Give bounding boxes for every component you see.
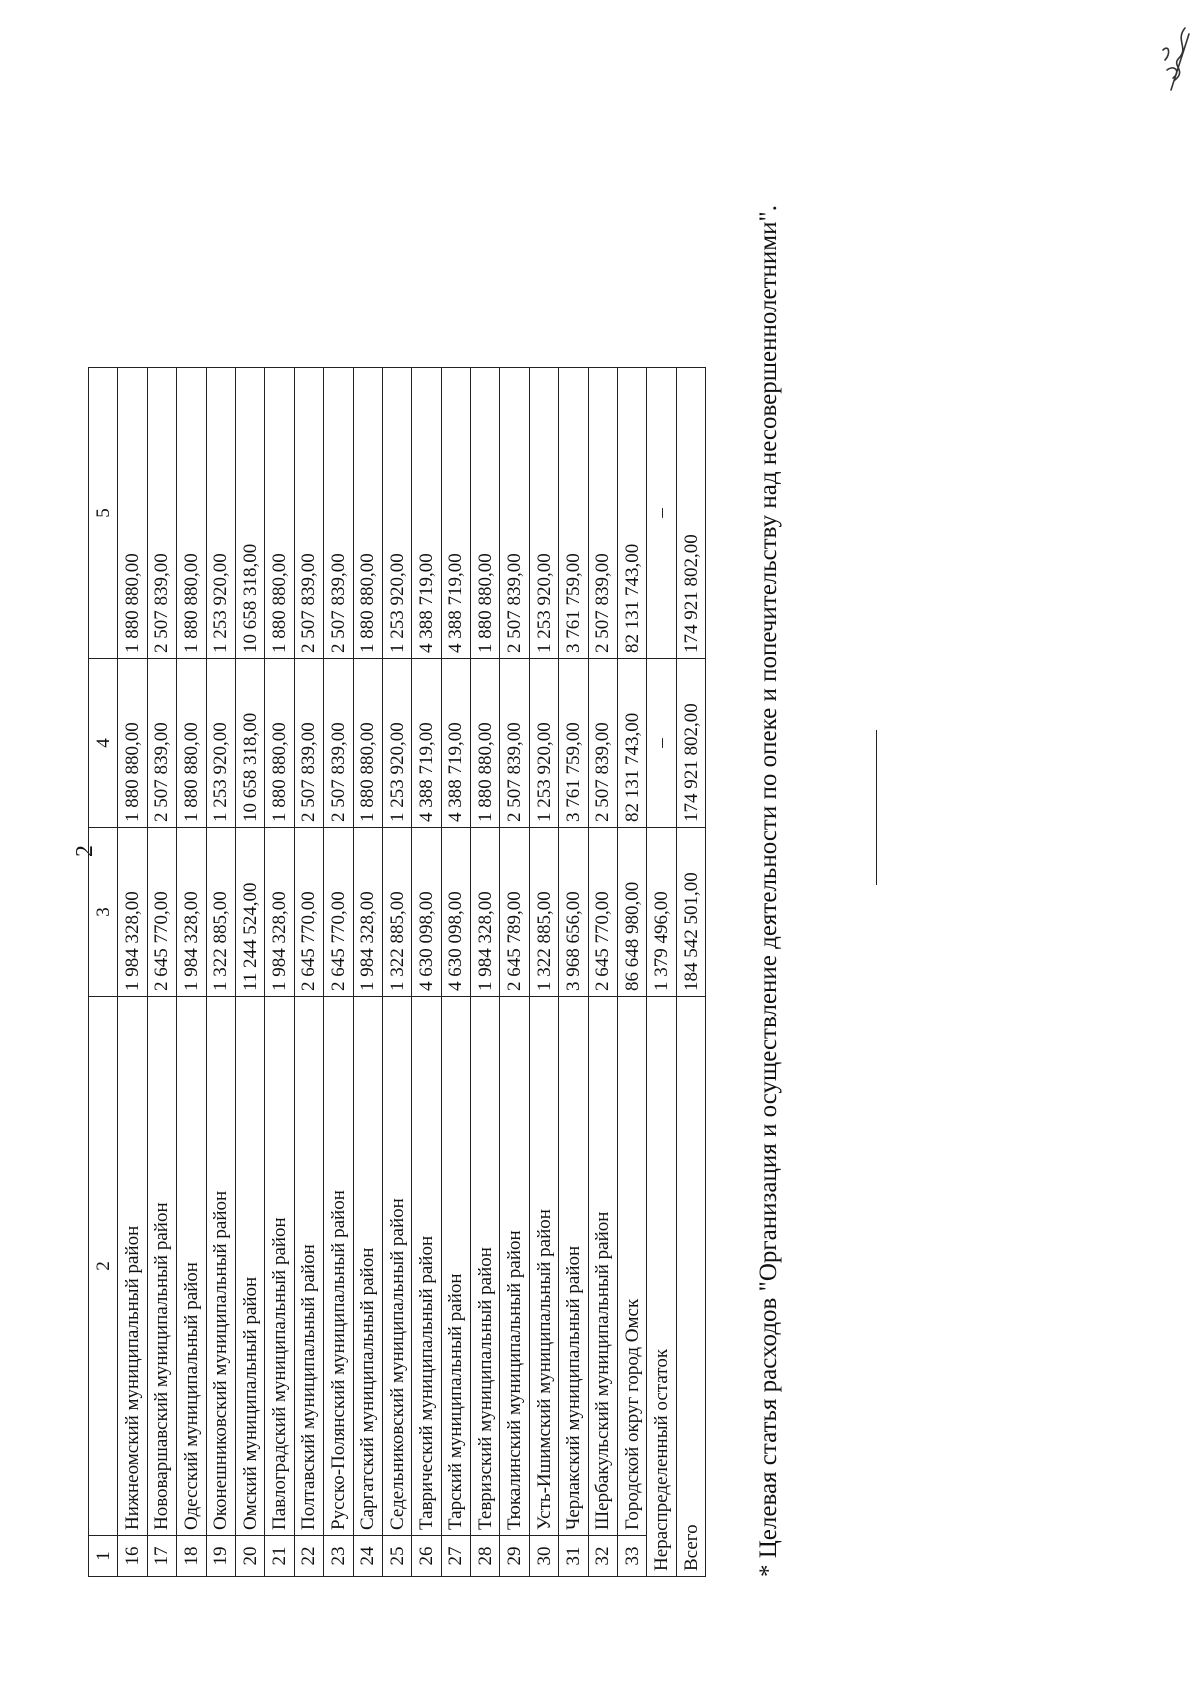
value-col-4: 1 880 880,00 [471, 659, 500, 828]
value-col-5: 4 388 719,00 [441, 368, 470, 659]
value-col-5: 10 658 318,00 [235, 368, 264, 659]
table-row [265, 368, 294, 1577]
value-col-4: 1 253 920,00 [382, 659, 411, 828]
unallocated-col-5: – [647, 368, 676, 659]
value-col-4: 3 761 759,00 [559, 659, 588, 828]
district-name: Тевризский муниципальный район [471, 997, 500, 1536]
district-name: Таврический муниципальный район [412, 997, 441, 1536]
value-col-5: 1 880 880,00 [177, 368, 206, 659]
value-col-5: 1 253 920,00 [206, 368, 235, 659]
allocation-table [88, 367, 706, 1577]
table-body [118, 368, 647, 1577]
value-col-5: 3 761 759,00 [559, 368, 588, 659]
district-name: Нововаршавский муниципальный район [147, 997, 176, 1536]
table-row [353, 368, 382, 1577]
value-col-3: 1 984 328,00 [471, 828, 500, 997]
row-number: 27 [441, 1536, 470, 1577]
value-col-3: 1 984 328,00 [177, 828, 206, 997]
table-row [412, 368, 441, 1577]
value-col-3: 1 984 328,00 [353, 828, 382, 997]
value-col-3: 2 645 770,00 [147, 828, 176, 997]
value-col-3: 2 645 770,00 [324, 828, 353, 997]
value-col-3: 1 984 328,00 [118, 828, 147, 997]
value-col-5: 2 507 839,00 [324, 368, 353, 659]
value-col-4: 1 880 880,00 [177, 659, 206, 828]
value-col-4: 2 507 839,00 [147, 659, 176, 828]
value-col-3: 1 322 885,00 [529, 828, 558, 997]
district-name: Павлоградский муниципальный район [265, 997, 294, 1536]
value-col-5: 4 388 719,00 [412, 368, 441, 659]
table-row [382, 368, 411, 1577]
header-col-5: 5 [89, 368, 118, 659]
district-name: Городской округ город Омск [618, 997, 647, 1536]
table-row [177, 368, 206, 1577]
total-label: Всего [676, 997, 705, 1577]
value-col-3: 2 645 770,00 [588, 828, 617, 997]
table-row [559, 368, 588, 1577]
row-number: 29 [500, 1536, 529, 1577]
value-col-3: 86 648 980,00 [618, 828, 647, 997]
value-col-5: 82 131 743,00 [618, 368, 647, 659]
district-name: Тюкалинский муниципальный район [500, 997, 529, 1536]
row-number: 28 [471, 1536, 500, 1577]
value-col-5: 2 507 839,00 [147, 368, 176, 659]
value-col-3: 4 630 098,00 [412, 828, 441, 997]
total-row [676, 368, 705, 1577]
table-row [235, 368, 264, 1577]
district-name: Тарский муниципальный район [441, 997, 470, 1536]
row-number: 16 [118, 1536, 147, 1577]
value-col-4: 82 131 743,00 [618, 659, 647, 828]
value-col-3: 4 630 098,00 [441, 828, 470, 997]
footnote: * Целевая статья расходов "Организация и осуществление деятельности по опеке и попечительству над несовершеннолетними". [755, 205, 782, 1577]
page-number: 2 [72, 845, 98, 857]
row-number: 23 [324, 1536, 353, 1577]
row-number: 33 [618, 1536, 647, 1577]
table-row [147, 368, 176, 1577]
table-row [588, 368, 617, 1577]
value-col-4: 2 507 839,00 [500, 659, 529, 828]
row-number: 22 [294, 1536, 323, 1577]
header-col-2: 2 [89, 997, 118, 1536]
row-number: 18 [177, 1536, 206, 1577]
table-row [500, 368, 529, 1577]
district-name: Омский муниципальный район [235, 997, 264, 1536]
value-col-4: 1 880 880,00 [353, 659, 382, 828]
table-row [324, 368, 353, 1577]
district-name: Оконешниковский муниципальный район [206, 997, 235, 1536]
table-row [118, 368, 147, 1577]
district-name: Полтавский муниципальный район [294, 997, 323, 1536]
value-col-3: 11 244 524,00 [235, 828, 264, 997]
total-col-3: 184 542 501,00 [676, 828, 705, 997]
header-col-4: 4 [89, 659, 118, 828]
value-col-3: 1 322 885,00 [206, 828, 235, 997]
value-col-5: 1 880 880,00 [353, 368, 382, 659]
value-col-3: 2 645 789,00 [500, 828, 529, 997]
value-col-4: 1 253 920,00 [206, 659, 235, 828]
row-number: 25 [382, 1536, 411, 1577]
unallocated-label: Нераспределенный остаток [647, 997, 676, 1577]
total-col-4: 174 921 802,00 [676, 659, 705, 828]
table-header-row [89, 368, 118, 1577]
value-col-4: 1 253 920,00 [529, 659, 558, 828]
header-col-1: 1 [89, 1536, 118, 1577]
district-name: Шербакульский муниципальный район [588, 997, 617, 1536]
value-col-5: 2 507 839,00 [500, 368, 529, 659]
district-name: Саргатский муниципальный район [353, 997, 382, 1536]
row-number: 17 [147, 1536, 176, 1577]
row-number: 19 [206, 1536, 235, 1577]
value-col-4: 2 507 839,00 [588, 659, 617, 828]
district-name: Одесский муниципальный район [177, 997, 206, 1536]
value-col-5: 2 507 839,00 [294, 368, 323, 659]
district-name: Усть-Ишимский муниципальный район [529, 997, 558, 1536]
unallocated-col-3: 1 379 496,00 [647, 828, 676, 997]
row-number: 32 [588, 1536, 617, 1577]
district-name: Черлакский муниципальный район [559, 997, 588, 1536]
value-col-5: 1 880 880,00 [118, 368, 147, 659]
value-col-5: 2 507 839,00 [588, 368, 617, 659]
divider-line [876, 730, 877, 885]
value-col-5: 1 253 920,00 [382, 368, 411, 659]
table-row [471, 368, 500, 1577]
unallocated-row [647, 368, 676, 1577]
row-number: 21 [265, 1536, 294, 1577]
value-col-3: 1 322 885,00 [382, 828, 411, 997]
table-row [529, 368, 558, 1577]
value-col-5: 1 880 880,00 [265, 368, 294, 659]
value-col-4: 1 880 880,00 [265, 659, 294, 828]
row-number: 30 [529, 1536, 558, 1577]
table-row [206, 368, 235, 1577]
header-col-3: 3 [89, 828, 118, 997]
value-col-3: 2 645 770,00 [294, 828, 323, 997]
value-col-3: 3 968 656,00 [559, 828, 588, 997]
value-col-4: 4 388 719,00 [441, 659, 470, 828]
value-col-4: 2 507 839,00 [324, 659, 353, 828]
total-col-5: 174 921 802,00 [676, 368, 705, 659]
district-name: Русско-Полянский муниципальный район [324, 997, 353, 1536]
district-name: Нижнеомский муниципальный район [118, 997, 147, 1536]
unallocated-col-4: – [647, 659, 676, 828]
table-row [618, 368, 647, 1577]
value-col-4: 2 507 839,00 [294, 659, 323, 828]
row-number: 20 [235, 1536, 264, 1577]
district-name: Седельниковский муниципальный район [382, 997, 411, 1536]
value-col-5: 1 253 920,00 [529, 368, 558, 659]
signature-mark [1145, 20, 1200, 100]
row-number: 31 [559, 1536, 588, 1577]
value-col-4: 10 658 318,00 [235, 659, 264, 828]
value-col-4: 4 388 719,00 [412, 659, 441, 828]
row-number: 24 [353, 1536, 382, 1577]
table-row [441, 368, 470, 1577]
value-col-4: 1 880 880,00 [118, 659, 147, 828]
value-col-3: 1 984 328,00 [265, 828, 294, 997]
table-row [294, 368, 323, 1577]
row-number: 26 [412, 1536, 441, 1577]
value-col-5: 1 880 880,00 [471, 368, 500, 659]
